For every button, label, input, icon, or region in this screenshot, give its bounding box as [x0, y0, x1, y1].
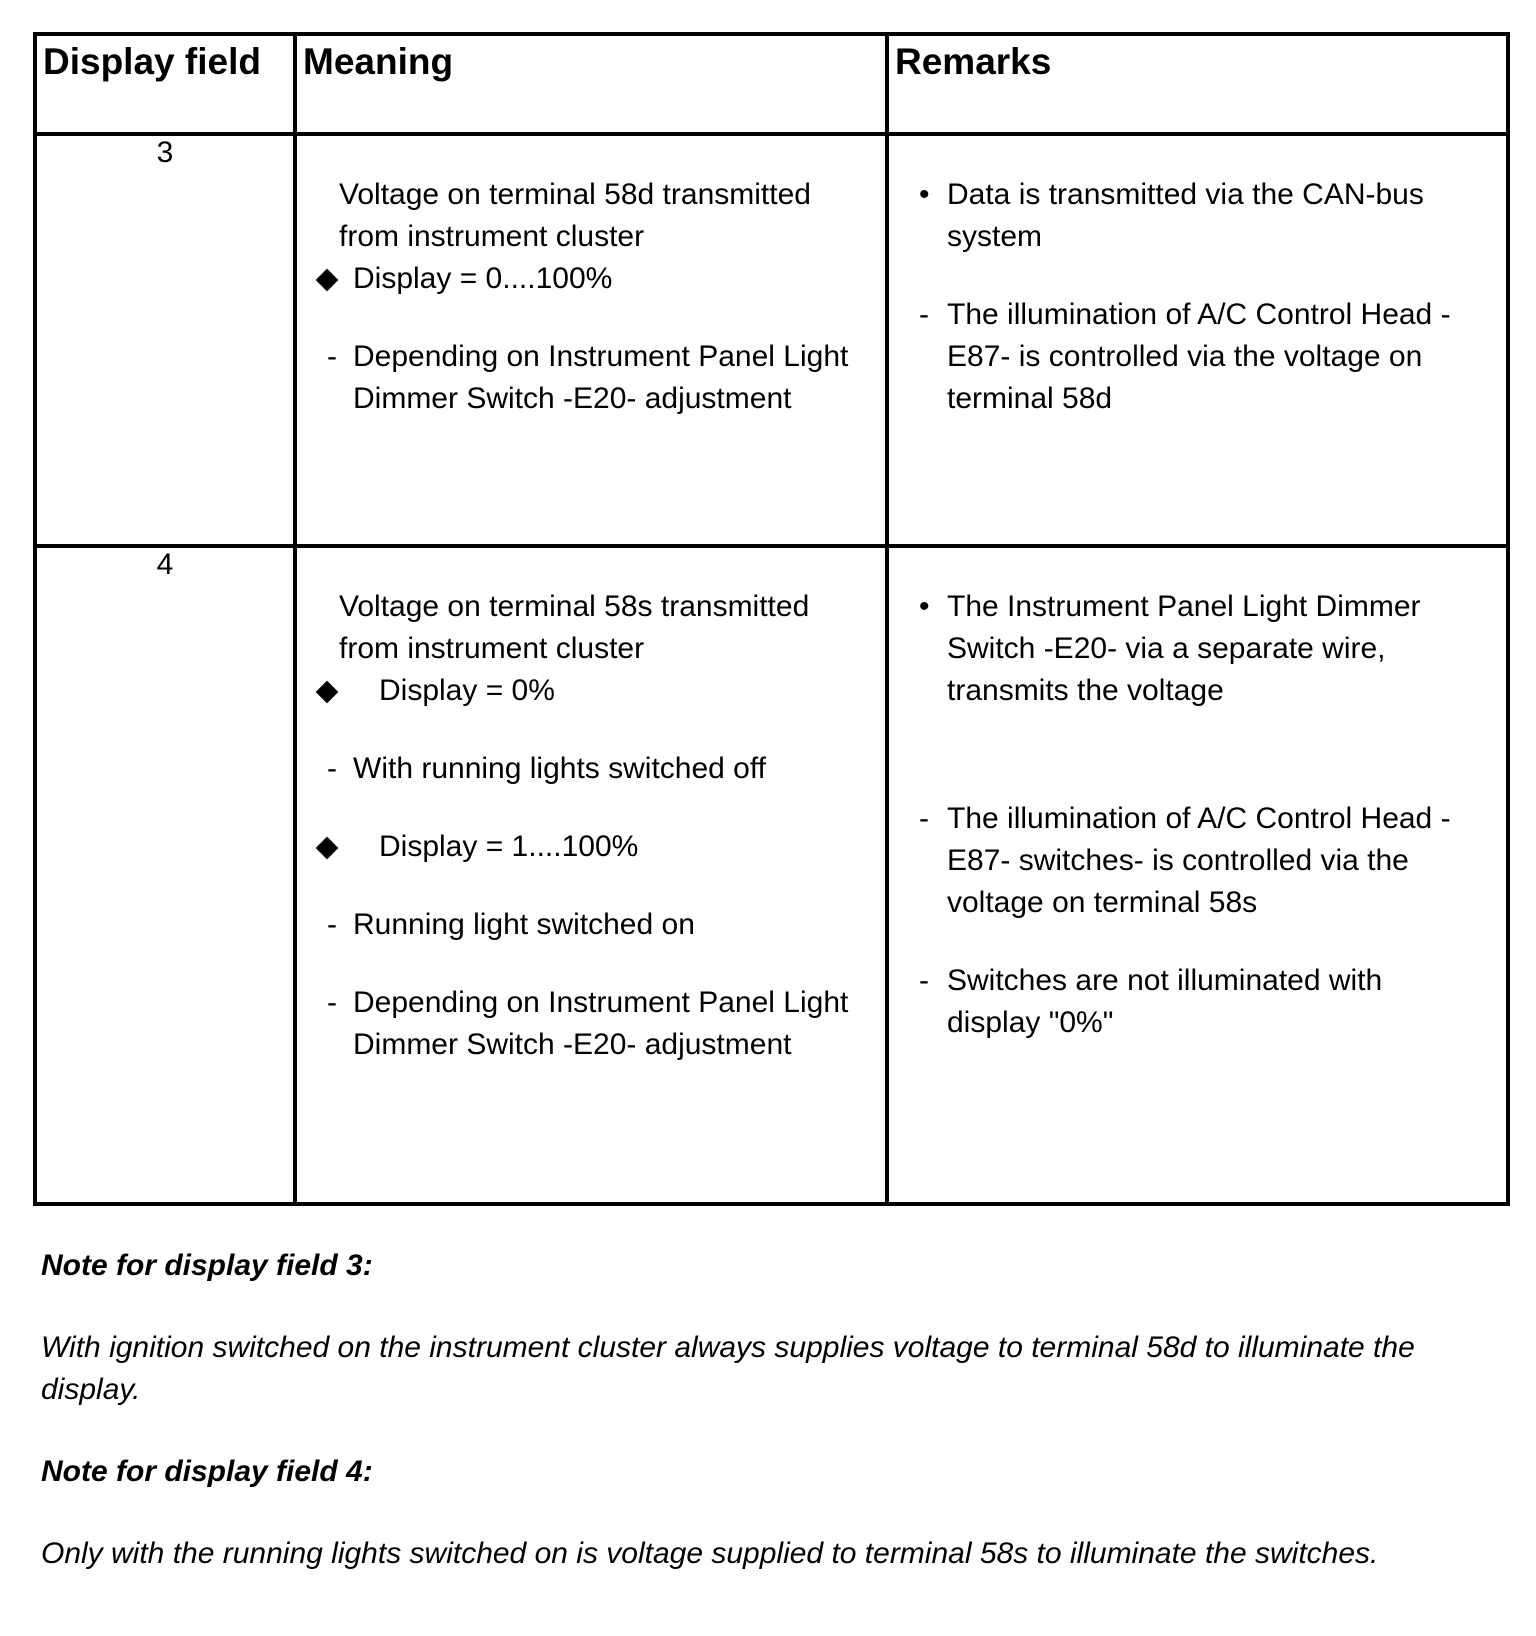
list-item: - Depending on Instrument Panel Light Dimmer Switch -E20- adjustment	[327, 986, 849, 1061]
list-item: Display = 0%	[325, 670, 861, 712]
header-remarks: Remarks	[887, 34, 1508, 134]
list-item: - Depending on Instrument Panel Light Dimmer Switch -E20- adjustment	[327, 340, 849, 415]
meaning-intro: Voltage on terminal 58d transmitted from instrument cluster	[339, 178, 811, 253]
list-item: • The Instrument Panel Light Dimmer Switch -E20- via a separate wire, transmits the voltage	[919, 590, 1421, 707]
note-body: Only with the running lights switched on is voltage supplied to terminal 58s to illuminate the switches.	[41, 1537, 1379, 1570]
note-heading: Note for display field 3:	[41, 1249, 373, 1282]
table-header-row	[35, 34, 1508, 134]
list-item: - Running light switched on	[327, 908, 695, 941]
diamond-bullet-icon	[319, 826, 335, 868]
diamond-bullet-icon	[319, 258, 335, 300]
list-item: • Data is transmitted via the CAN-bus system	[919, 178, 1424, 253]
list-item: Display = 1....100%	[325, 826, 861, 868]
remarks-cell	[887, 546, 1508, 1204]
meaning-cell	[295, 134, 887, 546]
header-display-field: Display field	[35, 34, 295, 134]
remarks-cell	[887, 134, 1508, 546]
list-item: - The illumination of A/C Control Head -E87- is controlled via the voltage on terminal 58d	[919, 298, 1451, 415]
display-field-number: 3	[35, 134, 295, 546]
table-row	[35, 546, 1508, 1204]
list-item: - Switches are not illuminated with display "0%"	[919, 964, 1383, 1039]
display-field-table	[33, 32, 1510, 1206]
list-item: Display = 0....100%	[325, 258, 861, 300]
list-item: - The illumination of A/C Control Head -E87- switches- is controlled via the voltage on terminal 58s	[919, 802, 1451, 919]
note-body: With ignition switched on the instrument cluster always supplies voltage to terminal 58d to illuminate the display.	[41, 1331, 1415, 1406]
meaning-intro: Voltage on terminal 58s transmitted from instrument cluster	[339, 590, 810, 665]
display-field-number: 4	[35, 546, 295, 1204]
table-row	[35, 134, 1508, 546]
list-item: - With running lights switched off	[327, 752, 766, 785]
meaning-cell	[295, 546, 887, 1204]
note-heading: Note for display field 4:	[41, 1455, 373, 1488]
header-meaning: Meaning	[295, 34, 887, 134]
diamond-bullet-icon	[319, 670, 335, 712]
notes-section	[41, 1245, 1481, 1615]
